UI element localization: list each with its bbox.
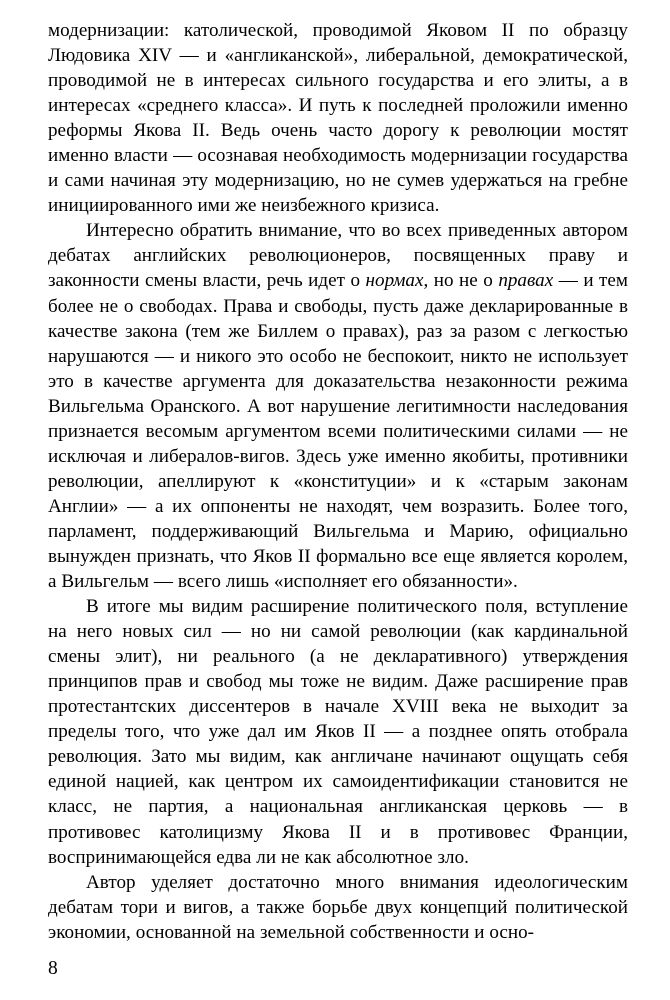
italic-term-normah: нормах <box>365 270 424 292</box>
paragraph-author-attention: Автор уделяет достаточно много внимания идеологическим дебатам тори и вигов, а также борьбе двух концепций политической экономии, основанной на земельной собственности и осно- <box>48 871 628 943</box>
page-text-block <box>48 18 628 945</box>
paragraph-rights-and-norms <box>48 218 628 594</box>
paragraph-segment-text: Интересно обратить внимание, что во всех приведенных автором дебатах английских революционеров, посвященных праву и законности смены власти, речь идет о <box>48 220 628 292</box>
page-number: 8 <box>48 958 58 979</box>
italic-term-pravah: правах <box>498 270 554 292</box>
paragraph-segment-text: , но не о <box>423 270 499 292</box>
paragraph-segment-text: — и тем более не о свободах. Права и свободы, пусть даже декларированные в качестве закона (тем же Биллем о правах), раз за разом с легкостью нарушаются — и никого это особо не беспокоит, никто не использует это в качестве аргумента для доказательства незаконности режима Вильгельма Оранского. А вот нарушение легитимности наследования признается весомым аргументом всеми политическими силами — не исключая и либералов-вигов. Здесь уже именно якобиты, противники революции, апеллируют к «конституции» и к «старым законам Англии» — а их оппоненты не находят, чем возразить. Более того, парламент, поддерживающий Вильгельма и Марию, официально вынужден признать, что Яков II формально все еще является королем, а Вильгельм — всего лишь «исполняет его обязанности». <box>48 270 628 593</box>
paragraph-continuation: модернизации: католической, проводимой Яковом II по образцу Людовика XIV — и «англиканской», либеральной, демократической, проводимой не в интересах сильного государства и его элиты, а в интересах «среднего класса». И путь к последней проложили именно реформы Якова II. Ведь очень часто дорогу к революции мостят именно власти — осознавая необходимость модернизации государства и сами начиная эту модернизацию, но не сумев удержаться на гребне инициированного ими же неизбежного кризиса. <box>48 20 628 217</box>
paragraph-political-field: В итоге мы видим расширение политического поля, вступление на него новых сил — но ни самой революции (как кардинальной смены элит), ни реального (а не декларативного) утверждения принципов прав и свобод мы тоже не видим. Даже расширение прав протестантских диссентеров в начале XVIII века не выходит за пределы того, что уже дал им Яков II — а позднее опять отобрала революция. Зато мы видим, как англичане начинают ощущать себя единой нацией, как центром их самоидентификации становится не класс, не партия, а национальная англиканская церковь — в противовес католицизму Якова II и в противовес Франции, воспринимающейся едва ли не как абсолютное зло. <box>48 596 628 868</box>
